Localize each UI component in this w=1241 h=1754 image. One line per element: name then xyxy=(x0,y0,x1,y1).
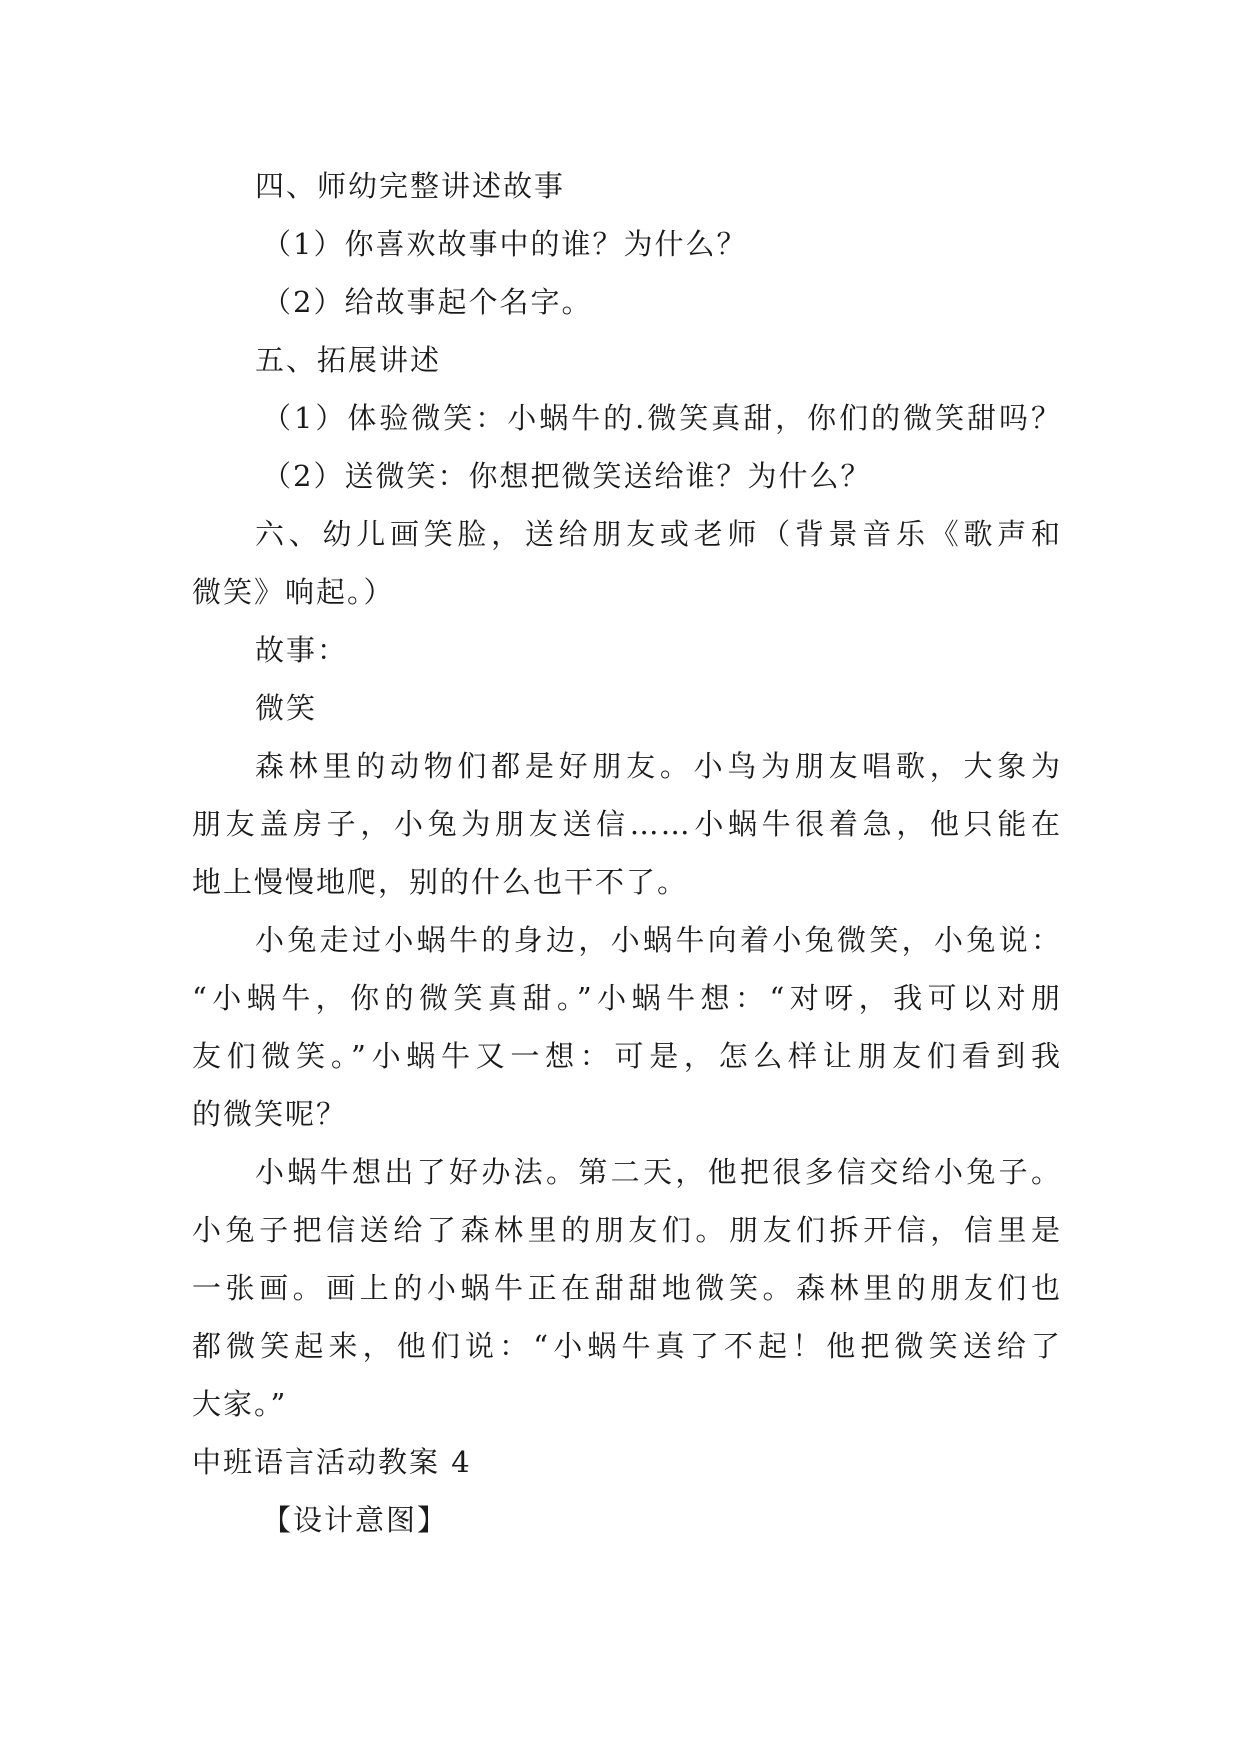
story-paragraph-line: 都微笑起来，他们说：“小蜗牛真了不起！他把微笑送给了 xyxy=(192,1329,1062,1363)
story-paragraph-line: 森林里的动物们都是好朋友。小鸟为朋友唱歌，大象为 xyxy=(255,749,1062,783)
story-paragraph-line: “小蜗牛，你的微笑真甜。”小蜗牛想：“对呀，我可以对朋 xyxy=(192,981,1062,1015)
story-paragraph-line: 小兔子把信送给了森林里的朋友们。朋友们拆开信，信里是 xyxy=(192,1213,1062,1247)
story-paragraph-line: 小蜗牛想出了好办法。第二天，他把很多信交给小兔子。 xyxy=(255,1155,1062,1189)
story-paragraph-line: 友们微笑。”小蜗牛又一想：可是，怎么样让朋友们看到我 xyxy=(192,1039,1062,1073)
section-heading-4: 四、师幼完整讲述故事 xyxy=(255,169,566,203)
extension-2: （2）送微笑：你想把微笑送给谁？为什么？ xyxy=(262,459,872,493)
story-paragraph-line: 朋友盖房子，小兔为朋友送信……小蜗牛很着急，他只能在 xyxy=(192,807,1062,841)
story-paragraph-line: 大家。” xyxy=(192,1387,288,1421)
question-1: （1）你喜欢故事中的谁？为什么？ xyxy=(262,227,748,261)
lesson-plan-title: 中班语言活动教案 4 xyxy=(192,1445,472,1479)
extension-1: （1）体验微笑：小蜗牛的.微笑真甜，你们的微笑甜吗？ xyxy=(262,401,1062,435)
section-heading-6-cont: 微笑》响起。） xyxy=(192,575,395,609)
story-label: 故事： xyxy=(255,633,349,667)
story-paragraph-line: 地上慢慢地爬，别的什么也干不了。 xyxy=(192,865,689,899)
section-heading-6: 六、幼儿画笑脸，送给朋友或老师（背景音乐《歌声和 xyxy=(255,517,1062,551)
section-heading-5: 五、拓展讲述 xyxy=(255,343,442,377)
story-paragraph-line: 小兔走过小蜗牛的身边，小蜗牛向着小兔微笑，小兔说： xyxy=(255,923,1062,957)
design-intent-heading: 【设计意图】 xyxy=(262,1503,449,1537)
story-paragraph-line: 的微笑呢？ xyxy=(192,1097,348,1131)
story-title: 微笑 xyxy=(255,691,318,725)
question-2: （2）给故事起个名字。 xyxy=(262,285,593,319)
story-paragraph-line: 一张画。画上的小蜗牛正在甜甜地微笑。森林里的朋友们也 xyxy=(192,1271,1062,1305)
